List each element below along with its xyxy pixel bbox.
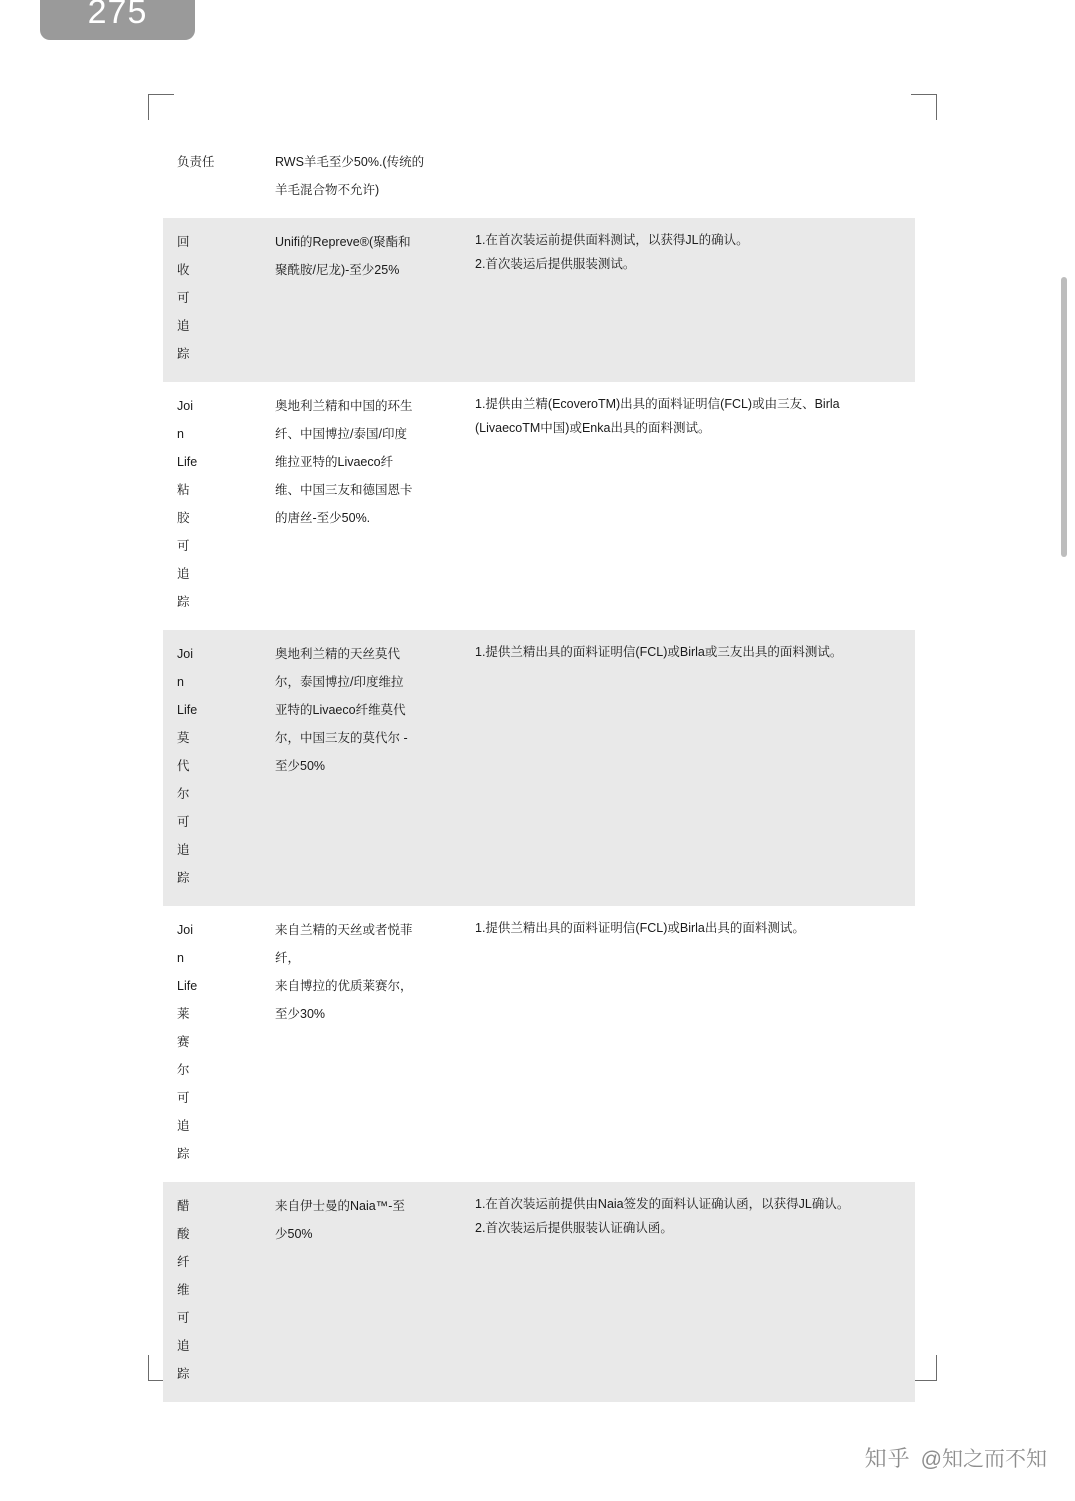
table-cell-c3 bbox=[463, 1182, 915, 1402]
table-cell-c3 bbox=[463, 906, 915, 1182]
cell-line: n bbox=[177, 427, 184, 441]
zhihu-logo: 知乎 bbox=[864, 1446, 911, 1471]
cell-line: 来自博拉的优质莱赛尔， bbox=[275, 979, 413, 993]
cell-line: 1.提供兰精出具的面料证明信(FCL)或Birla或三友出具的面料测试。 bbox=[475, 645, 843, 659]
cell-line: 追 bbox=[177, 319, 190, 333]
cell-line: 可 bbox=[177, 539, 190, 553]
cell-line: 踪 bbox=[177, 1367, 190, 1381]
table-cell-c2 bbox=[263, 630, 463, 906]
cell-line: Unifi的Repreve®(聚酯和 bbox=[275, 235, 411, 249]
cell-line: 1.提供兰精出具的面料证明信(FCL)或Birla出具的面料测试。 bbox=[475, 921, 805, 935]
cell-line: 踪 bbox=[177, 595, 190, 609]
cell-line: 可 bbox=[177, 1091, 190, 1105]
cell-line: 踪 bbox=[177, 871, 190, 885]
cell-line: 代 bbox=[177, 759, 190, 773]
cell-line: Joi bbox=[177, 923, 193, 937]
table-cell-c1 bbox=[163, 906, 263, 1182]
cell-line: 可 bbox=[177, 1311, 190, 1325]
cell-line: 1.提供由兰精(EcoveroTM)出具的面料证明信(FCL)或由三友、Birla bbox=[475, 397, 840, 411]
table-cell-c2 bbox=[263, 138, 463, 218]
cell-line: 收 bbox=[177, 263, 190, 277]
table-cell-c1 bbox=[163, 382, 263, 630]
cell-line: Life bbox=[177, 455, 198, 469]
cell-line: 至少50% bbox=[275, 759, 326, 773]
cell-line: 纤， bbox=[275, 951, 301, 965]
table-cell-c3 bbox=[463, 138, 915, 218]
cell-line: 羊毛混合物不允许) bbox=[275, 183, 380, 197]
cell-line: 1.在首次装运前提供面料测试，以获得JL的确认。 bbox=[475, 233, 749, 247]
cell-line: 来自兰精的天丝或者悦菲 bbox=[275, 923, 413, 937]
cell-line: 聚酰胺/尼龙)-至少25% bbox=[275, 263, 400, 277]
cell-line: 至少30% bbox=[275, 1007, 326, 1021]
crop-mark-top-left bbox=[148, 94, 174, 120]
cell-line: 亚特的Livaeco纤维莫代 bbox=[275, 703, 406, 717]
table-cell-c3 bbox=[463, 382, 915, 630]
cell-line: 奥地利兰精和中国的环生 bbox=[275, 399, 413, 413]
cell-line: 醋 bbox=[177, 1199, 190, 1213]
cell-line: 来自伊士曼的Naia™-至 bbox=[275, 1199, 405, 1213]
cell-line: 维 bbox=[177, 1283, 190, 1297]
scrollbar-thumb[interactable] bbox=[1061, 277, 1067, 557]
watermark bbox=[865, 1442, 1047, 1473]
table-cell-c1 bbox=[163, 218, 263, 382]
cell-line: Joi bbox=[177, 647, 193, 661]
table-cell-c3 bbox=[463, 218, 915, 382]
cell-line: 纤、中国博拉/泰国/印度 bbox=[275, 427, 407, 441]
cell-line: 维、中国三友和德国恩卡 bbox=[275, 483, 413, 497]
table-row bbox=[163, 1182, 915, 1402]
cell-line: 回 bbox=[177, 235, 190, 249]
table-cell-c2 bbox=[263, 218, 463, 382]
cell-line: (LivaecoTM中国)或Enka出具的面料测试。 bbox=[475, 421, 711, 435]
table-row bbox=[163, 138, 915, 218]
cell-line: 2.首次装运后提供服装测试。 bbox=[475, 257, 636, 271]
cell-line: 追 bbox=[177, 1119, 190, 1133]
cell-line: 酸 bbox=[177, 1227, 190, 1241]
cell-line: 纤 bbox=[177, 1255, 190, 1269]
table-cell-c1 bbox=[163, 630, 263, 906]
cell-line: 奥地利兰精的天丝莫代 bbox=[275, 647, 401, 661]
cell-line: 2.首次装运后提供服装认证确认函。 bbox=[475, 1221, 673, 1235]
table-row bbox=[163, 906, 915, 1182]
cell-line: 1.在首次装运前提供由Naia签发的面料认证确认函，以获得JL确认。 bbox=[475, 1197, 850, 1211]
cell-line: 尔 bbox=[177, 1063, 190, 1077]
table-row bbox=[163, 630, 915, 906]
cell-line: 可 bbox=[177, 291, 190, 305]
crop-mark-top-right bbox=[911, 94, 937, 120]
cell-line: 少50% bbox=[275, 1227, 313, 1241]
cell-line: 追 bbox=[177, 843, 190, 857]
cell-line: 莱 bbox=[177, 1007, 190, 1021]
cell-line: 追 bbox=[177, 567, 190, 581]
table-row bbox=[163, 218, 915, 382]
table-row bbox=[163, 382, 915, 630]
watermark-username: @知之而不知 bbox=[920, 1447, 1047, 1471]
cell-line: 尔，中国三友的莫代尔 - bbox=[275, 731, 408, 745]
cell-line: n bbox=[177, 675, 184, 689]
cell-line: 踪 bbox=[177, 347, 190, 361]
cell-line: Life bbox=[177, 703, 198, 717]
cell-line: 可 bbox=[177, 815, 190, 829]
scrollbar-track[interactable] bbox=[1061, 0, 1067, 1501]
cell-line: Life bbox=[177, 979, 198, 993]
cell-line: 追 bbox=[177, 1339, 190, 1353]
cell-line: n bbox=[177, 951, 184, 965]
cell-line: 胶 bbox=[177, 511, 190, 525]
cell-line: 粘 bbox=[177, 483, 190, 497]
table-cell-c1 bbox=[163, 138, 263, 218]
cell-line: 的唐丝-至少50%. bbox=[275, 511, 371, 525]
cell-line: 尔 bbox=[177, 787, 190, 801]
cell-line: 尔，泰国博拉/印度维拉 bbox=[275, 675, 404, 689]
cell-line: 维拉亚特的Livaeco纤 bbox=[275, 455, 394, 469]
requirements-table bbox=[163, 138, 915, 1402]
table-cell-c1 bbox=[163, 1182, 263, 1402]
table-cell-c2 bbox=[263, 1182, 463, 1402]
table-cell-c3 bbox=[463, 630, 915, 906]
table-cell-c2 bbox=[263, 906, 463, 1182]
cell-line: Joi bbox=[177, 399, 193, 413]
cell-line: 莫 bbox=[177, 731, 190, 745]
cell-line: 踪 bbox=[177, 1147, 190, 1161]
cell-line: 负责任 bbox=[177, 155, 215, 169]
cell-line: RWS羊毛至少50%.(传统的 bbox=[275, 155, 425, 169]
table-cell-c2 bbox=[263, 382, 463, 630]
page-number-badge: 275 bbox=[40, 0, 195, 40]
cell-line: 赛 bbox=[177, 1035, 190, 1049]
